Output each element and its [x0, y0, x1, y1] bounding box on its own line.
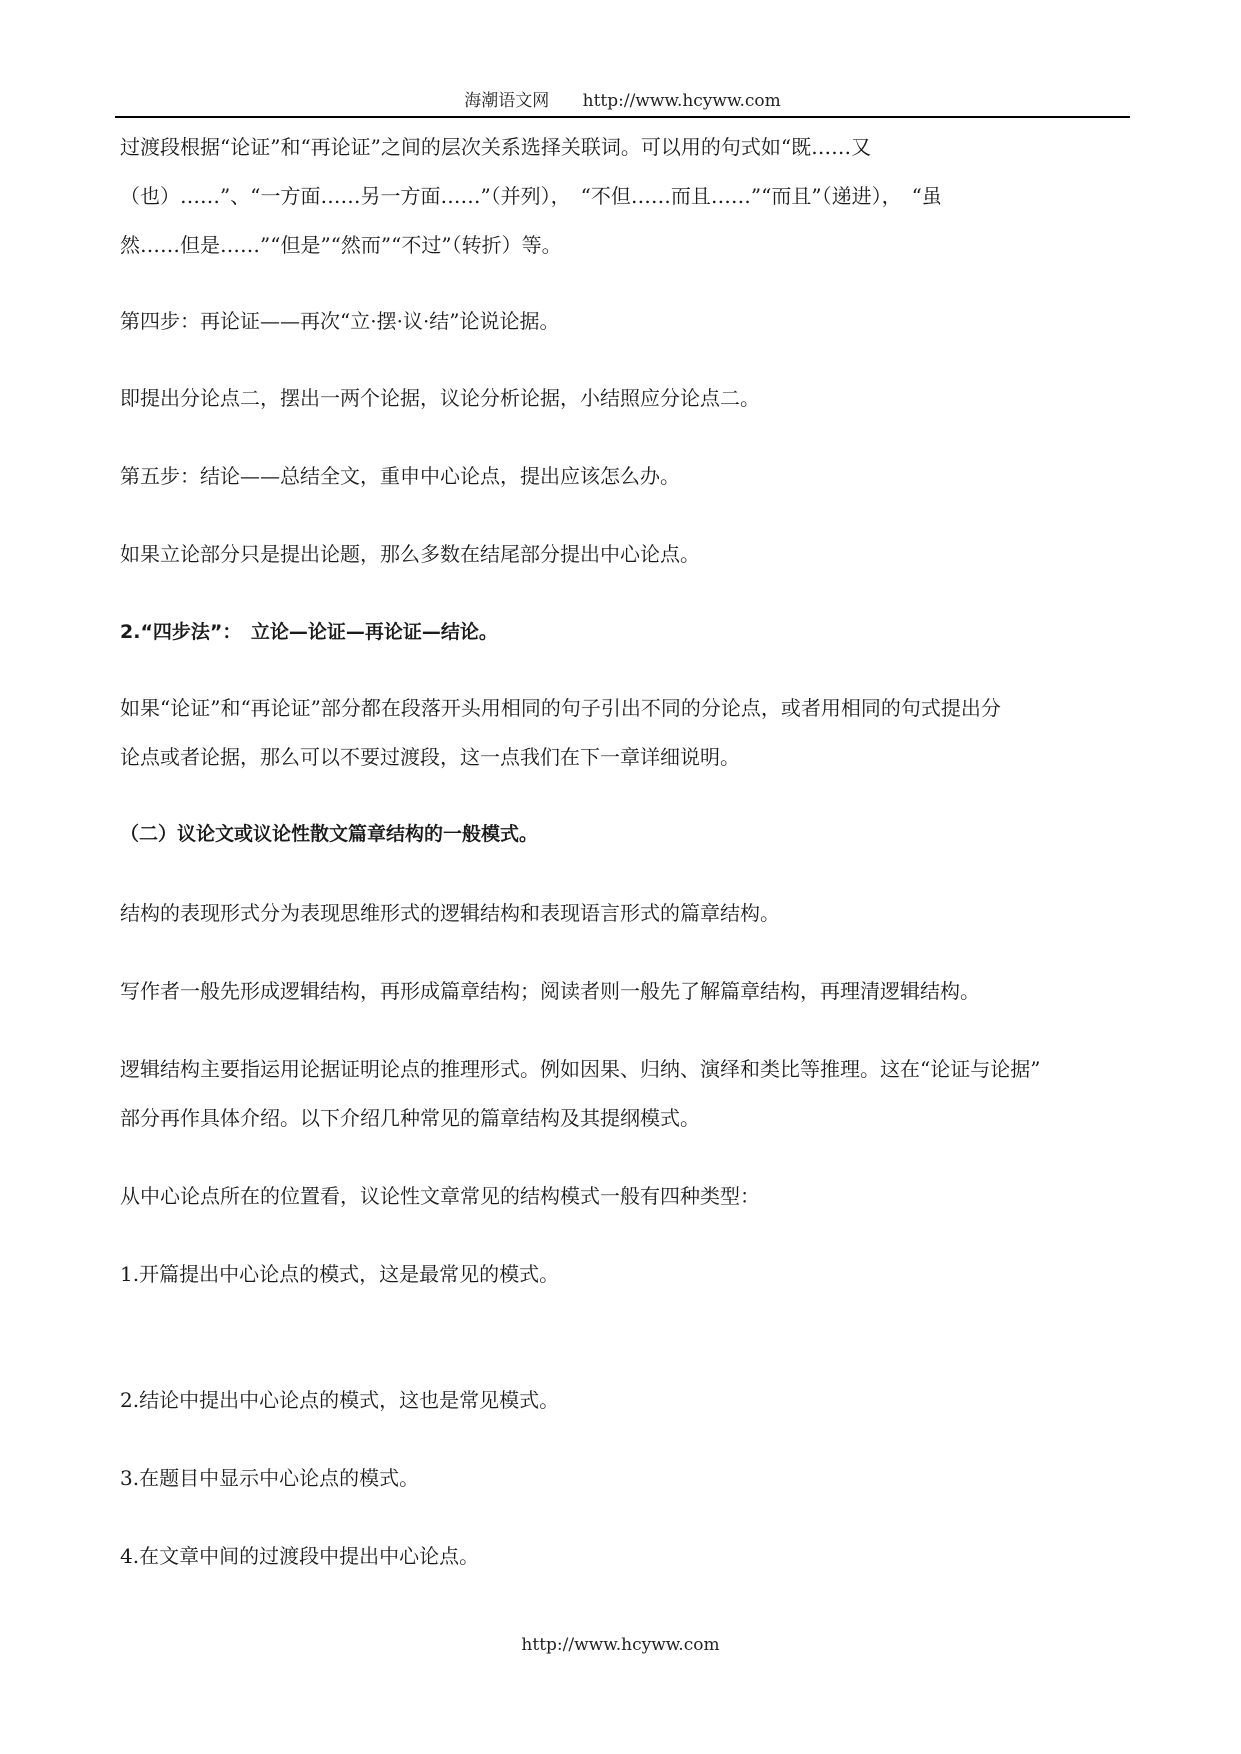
section-heading: （二）议论文或议论性散文篇章结构的一般模式。: [120, 823, 539, 845]
paragraph: 如果“论证”和“再论证”部分都在段落开头用相同的句子引出不同的分论点，或者用相同的句式提出分: [120, 696, 1001, 720]
paragraph: 从中心论点所在的位置看，议论性文章常见的结构模式一般有四种类型：: [120, 1184, 760, 1208]
header-site-name: 海潮语文网: [464, 91, 550, 111]
page-footer: [0, 1635, 1241, 1655]
paragraph: 逻辑结构主要指运用论据证明论点的推理形式。例如因果、归纳、演绎和类比等推理。这在“论证与论据”: [120, 1057, 1041, 1081]
paragraph: 论点或者论据，那么可以不要过渡段，这一点我们在下一章详细说明。: [120, 745, 740, 769]
paragraph: （也）……”、“一方面……另一方面……”（并列）， “不但……而且……”“而且”（递进）， “虽: [120, 184, 942, 208]
paragraph: 第四步：再论证——再次“立·摆·议·结”论说论据。: [120, 309, 560, 333]
paragraph: 过渡段根据“论证”和“再论证”之间的层次关系选择关联词。可以用的句式如“既……又: [120, 135, 872, 159]
list-item: 2.结论中提出中心论点的模式，这也是常见模式。: [120, 1388, 560, 1412]
paragraph: 结构的表现形式分为表现思维形式的逻辑结构和表现语言形式的篇章结构。: [120, 901, 780, 925]
paragraph: 然……但是……”“但是”“然而”“不过”（转折）等。: [120, 233, 562, 257]
header-url[interactable]: http://www.hcyww.com: [582, 91, 781, 111]
paragraph: 写作者一般先形成逻辑结构，再形成篇章结构；阅读者则一般先了解篇章结构，再理清逻辑结构。: [120, 979, 980, 1003]
list-item: 4.在文章中间的过渡段中提出中心论点。: [120, 1544, 480, 1568]
footer-url[interactable]: http://www.hcyww.com: [521, 1635, 720, 1655]
paragraph: 第五步：结论——总结全文，重申中心论点，提出应该怎么办。: [120, 464, 680, 488]
section-heading: 2.“四步法”： 立论—论证—再论证—结论。: [120, 621, 498, 643]
paragraph: 如果立论部分只是提出论题，那么多数在结尾部分提出中心论点。: [120, 542, 700, 566]
list-item: 1.开篇提出中心论点的模式，这是最常见的模式。: [120, 1262, 560, 1286]
page-header: [115, 88, 1130, 118]
list-item: 3.在题目中显示中心论点的模式。: [120, 1466, 420, 1490]
paragraph: 部分再作具体介绍。以下介绍几种常见的篇章结构及其提纲模式。: [120, 1106, 700, 1130]
paragraph: 即提出分论点二，摆出一两个论据，议论分析论据，小结照应分论点二。: [120, 386, 760, 410]
